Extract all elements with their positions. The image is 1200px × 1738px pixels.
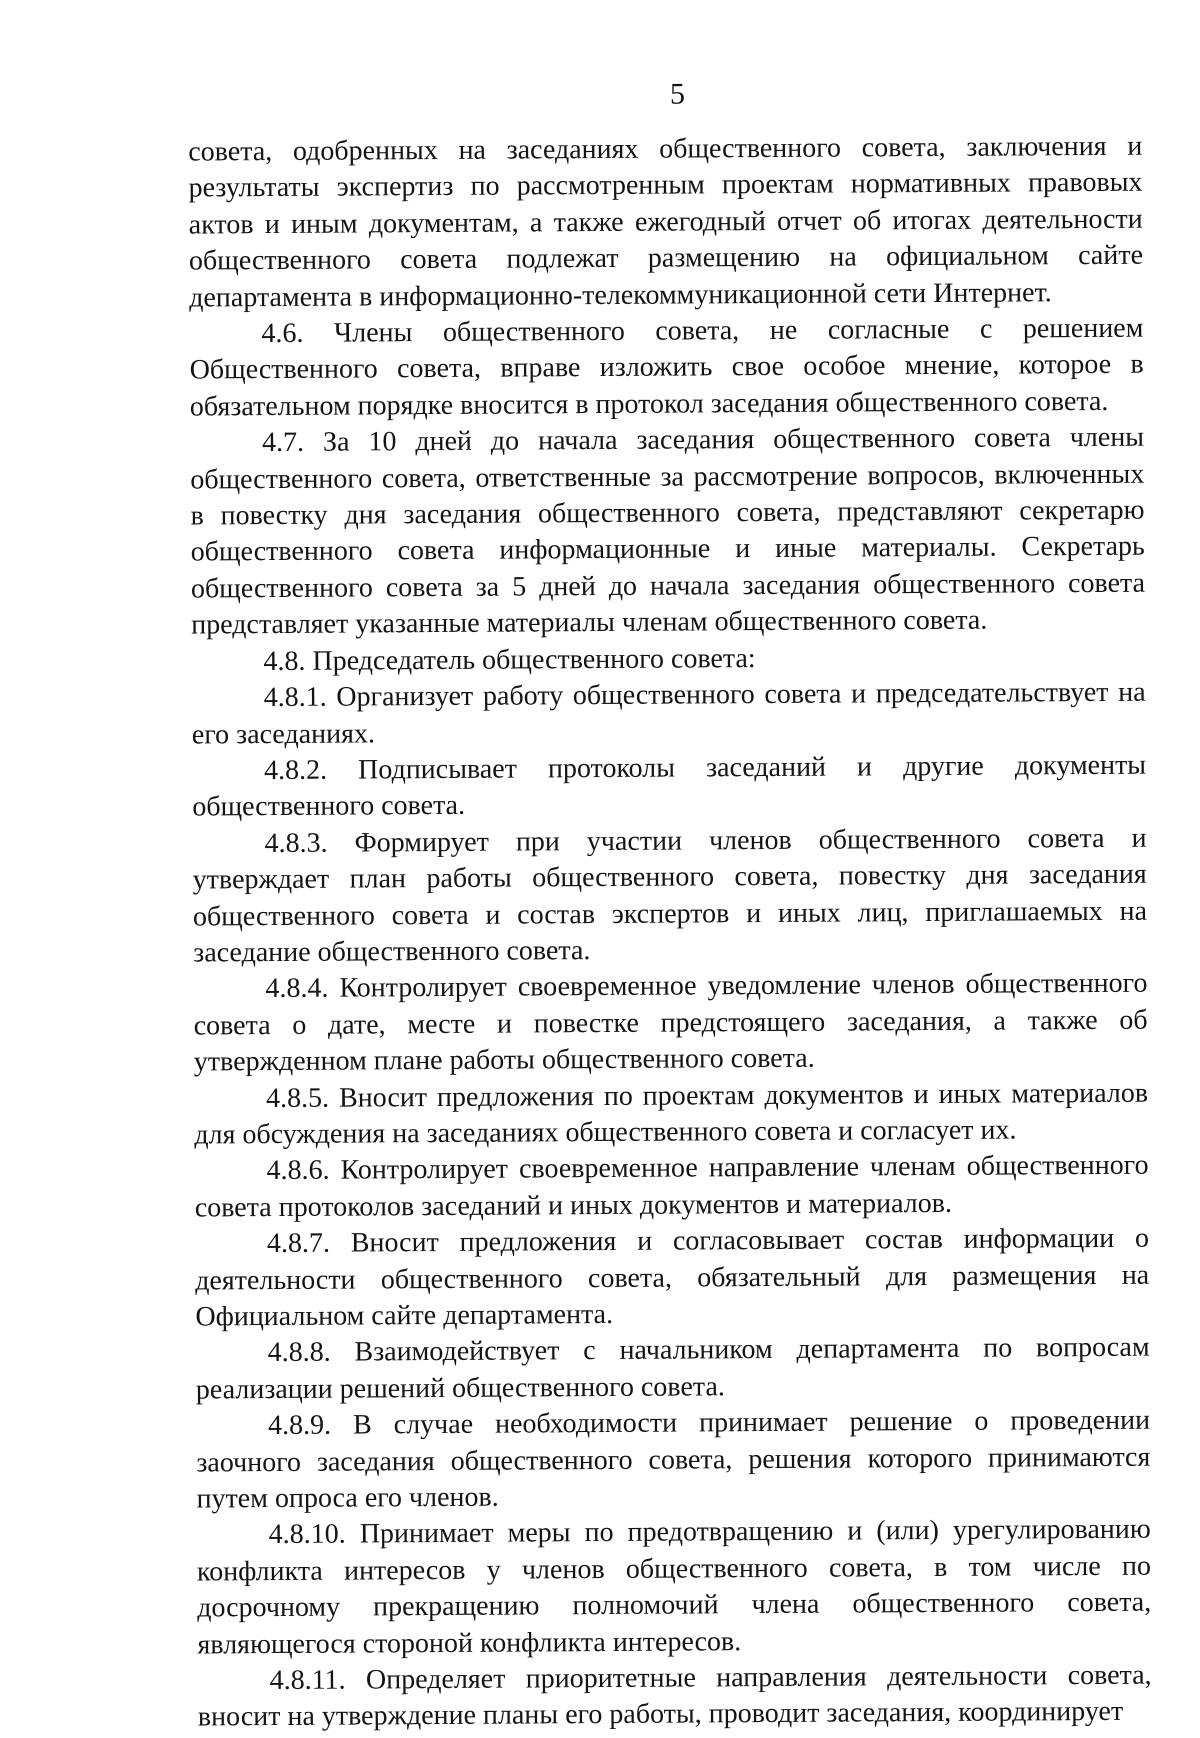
paragraph-4-6: 4.6. Члены общественного совета, не согласные с решением Общественного совета, вправе изложить свое особое мнение, которое в обязательном порядке вносится в протокол заседания общественного совета. (189, 312, 1144, 423)
paragraph-4-8-6: 4.8.6. Контролирует своевременное направление членам общественного совета протоколов заседаний и иных документов и материалов. (194, 1150, 1149, 1224)
paragraph-4-8-11: 4.8.11. Определяет приоритетные направления деятельности совета, вносит на утверждение планы его работы, проводит заседания, координирует (197, 1659, 1152, 1733)
paragraph-4-8-4: 4.8.4. Контролирует своевременное уведомление членов общественного совета о дате, месте и повестке предстоящего заседания, а также об утвержденном плане работы общественного совета. (193, 968, 1148, 1078)
paragraph-4-8-8: 4.8.8. Взаимодействует с начальником департамента по вопросам реализации решений общественного совета. (195, 1332, 1150, 1406)
document-body (188, 129, 1152, 1737)
paragraph-4-8-3: 4.8.3. Формирует при участии членов общественного совета и утверждает план работы общественного совета, повестку дня заседания общественного совета и состав экспертов и иных лиц, приглашаемых на заседание общественного совета. (192, 822, 1148, 969)
paragraph-4-5-continuation: совета, одобренных на заседаниях общественного совета, заключения и результаты экспертиз по рассмотренным проектам нормативных правовых актов и иным документам, а также ежегодный отчет об итогах деятельности общественного совета подлежат размещению на официальном сайте департамента в информационно-телекоммуникационной сети Интернет. (188, 130, 1144, 314)
paragraph-4-8-1: 4.8.1. Организует работу общественного совета и председательствует на его заседаниях. (191, 676, 1146, 751)
paragraph-4-8-7: 4.8.7. Вносит предложения и согласовывает состав информации о деятельности общественного совета, обязательный для размещения на Официальном сайте департамента. (195, 1222, 1150, 1333)
paragraph-4-7: 4.7. За 10 дней до начала заседания общественного совета члены общественного совета, ответственные за рассмотрение вопросов, включенных в повестку дня заседания общественного совета, представляют секретарю общественного совета информационные и иные материалы. Секретарь общественного совета за 5 дней до начала заседания общественного совета представляет указанные материалы членам общественного совета. (190, 421, 1146, 641)
page-number: 5 (669, 77, 686, 111)
paragraph-4-8-5: 4.8.5. Вносит предложения по проектам документов и иных материалов для обсуждения на заседаниях общественного совета и согласует их. (194, 1077, 1149, 1151)
paragraph-4-8-9: 4.8.9. В случае необходимости принимает решение о проведении заочного заседания общественного совета, решения которого принимаются путем опроса его членов. (196, 1404, 1151, 1515)
paragraph-4-8: 4.8. Председатель общественного совета: (263, 642, 756, 677)
paragraph-4-8-2: 4.8.2. Подписывает протоколы заседаний и другие документы общественного совета. (192, 749, 1147, 823)
paragraph-4-8-10: 4.8.10. Принимает меры по предотвращению и (или) урегулированию конфликта интересов у членов общественного совета, в том числе по досрочному прекращению полномочий члена общественного совета, являющегося стороной конфликта интересов. (196, 1514, 1152, 1661)
